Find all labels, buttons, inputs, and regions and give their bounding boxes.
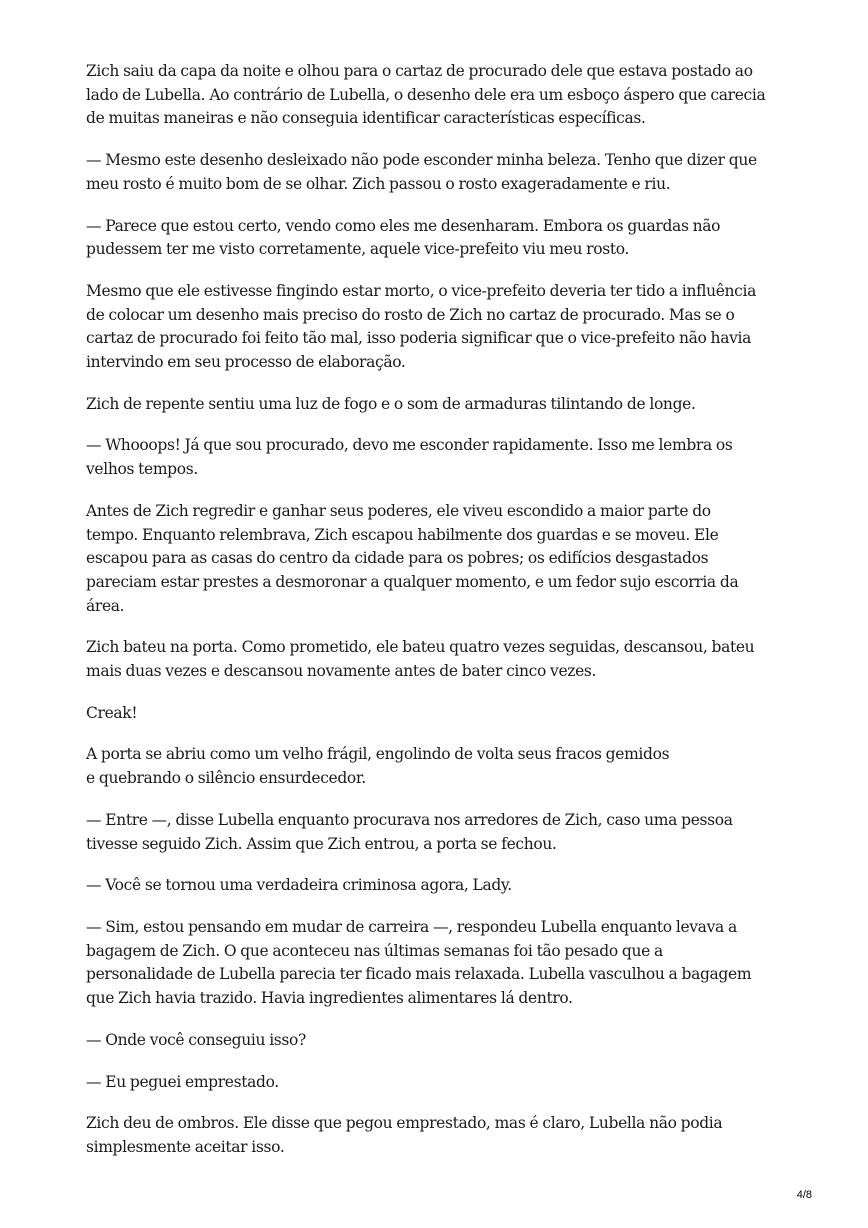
- document-body: [86, 60, 786, 1178]
- paragraph: — Sim, estou pensando em mudar de carreira —, respondeu Lubella enquanto levava a bagagem de Zich. O que aconteceu nas últimas semanas foi tão pesado que a personalidade de Lubella parecia ter ficado mais relaxada. Lubella vasculhou a bagagem que Zich havia trazido. Havia ingredientes alimentares lá dentro.: [86, 917, 752, 1008]
- paragraph: — Onde você conseguiu isso?: [86, 1030, 306, 1049]
- paragraph: Zich bateu na porta. Como prometido, ele bateu quatro vezes seguidas, descansou, bateu mais duas vezes e descansou novamente antes de bater cinco vezes.: [86, 638, 755, 681]
- paragraph: Zich de repente sentiu uma luz de fogo e o som de armaduras tilintando de longe.: [86, 394, 696, 413]
- paragraph: Creak!: [86, 703, 138, 722]
- paragraph: Zich saiu da capa da noite e olhou para o cartaz de procurado dele que estava postado ao lado de Lubella. Ao contrário de Lubella, o desenho dele era um esboço áspero que carecia de muitas maneiras e não conseguia identificar características específicas.: [86, 62, 766, 128]
- paragraph: — Eu peguei emprestado.: [86, 1072, 279, 1091]
- paragraph: Zich deu de ombros. Ele disse que pegou emprestado, mas é claro, Lubella não podia simplesmente aceitar isso.: [86, 1114, 723, 1156]
- paragraph: — Entre —, disse Lubella enquanto procurava nos arredores de Zich, caso uma pessoa tivesse seguido Zich. Assim que Zich entrou, a porta se fechou.: [86, 810, 733, 853]
- paragraph: A porta se abriu como um velho frágil, engolindo de volta seus fracos gemidos e quebrando o silêncio ensurdecedor.: [86, 745, 670, 788]
- paragraph: Mesmo que ele estivesse fingindo estar morto, o vice-prefeito deveria ter tido a influência de colocar um desenho mais preciso do rosto de Zich no cartaz de procurado. Mas se o cartaz de procurado foi feito tão mal, isso poderia significar que o vice-prefeito não havia intervindo em seu processo de elaboração.: [86, 281, 757, 372]
- paragraph: — Whooops! Já que sou procurado, devo me esconder rapidamente. Isso me lembra os velhos tempos.: [86, 436, 733, 479]
- page-number: 4/8: [796, 1189, 812, 1201]
- paragraph: — Parece que estou certo, vendo como eles me desenharam. Embora os guardas não pudessem ter me visto corretamente, aquele vice-prefeito viu meu rosto.: [86, 216, 721, 259]
- paragraph: Antes de Zich regredir e ganhar seus poderes, ele viveu escondido a maior parte do tempo. Enquanto relembrava, Zich escapou habilmente dos guardas e se moveu. Ele escapou para as casas do centro da cidade para os pobres; os edifícios desgastados pareciam estar prestes a desmoronar a qualquer momento, e um fedor sujo escorria da área.: [86, 501, 739, 615]
- paragraph: — Você se tornou uma verdadeira criminosa agora, Lady.: [86, 876, 512, 895]
- paragraph: — Mesmo este desenho desleixado não pode esconder minha beleza. Tenho que dizer que meu rosto é muito bom de se olhar. Zich passou o rosto exageradamente e riu.: [86, 151, 757, 193]
